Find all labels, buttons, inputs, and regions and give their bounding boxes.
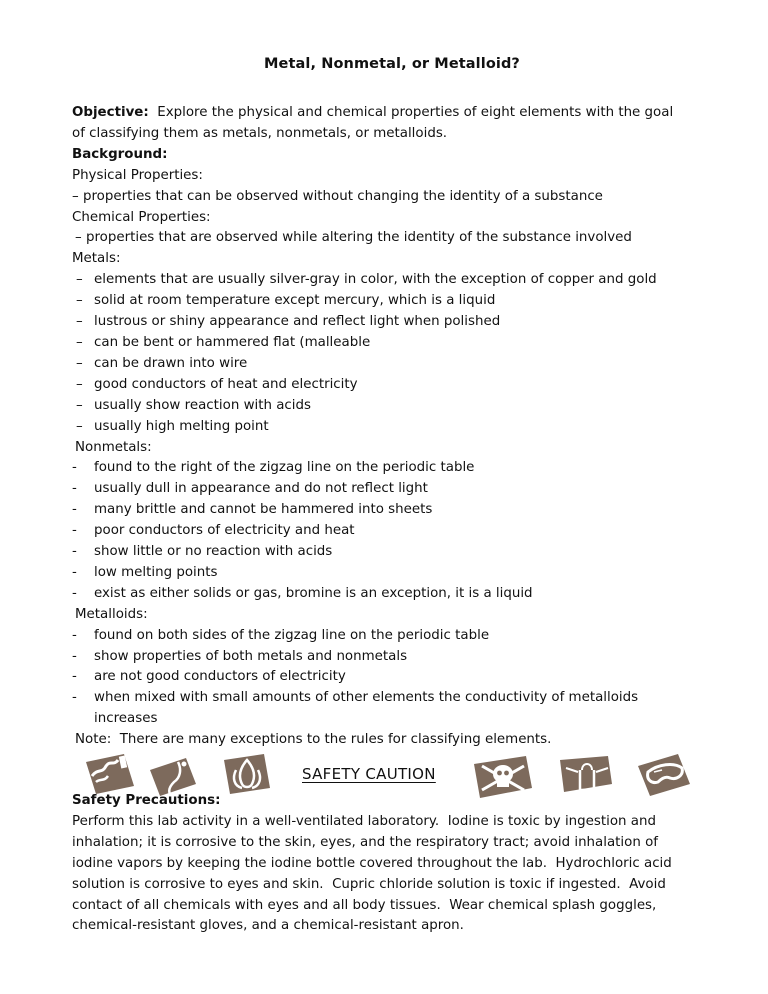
list-item-continuation: increases: [94, 711, 158, 727]
list-item-text: solid at room temperature except mercury, which is a liquid: [94, 293, 496, 309]
bullet-dash: –: [76, 272, 83, 288]
bullet-dash: -: [72, 669, 77, 685]
list-item-text: low melting points: [94, 564, 218, 580]
bullet-dash: -: [72, 544, 77, 560]
precautions-line: contact of all chemicals with eyes and all body tissues. Wear chemical splash goggles,: [72, 897, 657, 913]
page-title: Metal, Nonmetal, or Metalloid?: [264, 56, 520, 72]
precautions-line: chemical-resistant gloves, and a chemical-resistant apron.: [72, 918, 464, 934]
bullet-dash: -: [72, 627, 77, 643]
bullet-dash: -: [72, 690, 77, 706]
bullet-dash: -: [72, 648, 77, 664]
metals-list: [72, 270, 712, 437]
chemical-properties-label: Chemical Properties:: [72, 209, 211, 225]
apron-icon: [558, 754, 614, 794]
list-item-text: usually high melting point: [94, 418, 269, 434]
list-item-text: when mixed with small amounts of other elements the conductivity of metalloids: [94, 690, 639, 706]
list-item-text: show properties of both metals and nonmetals: [94, 648, 408, 664]
list-item-text: exist as either solids or gas, bromine is an exception, it is a liquid: [94, 585, 533, 601]
list-item-text: many brittle and cannot be hammered into sheets: [94, 502, 433, 518]
list-item: [72, 375, 712, 396]
corrosive-icon: [84, 752, 136, 794]
list-item: [72, 417, 712, 438]
metalloids-heading: Metalloids:: [75, 606, 148, 622]
bullet-dash: –: [76, 418, 83, 434]
safety-precautions-section: [72, 791, 712, 937]
bullet-dash: -: [72, 523, 77, 539]
list-item: [72, 521, 712, 542]
list-item: [72, 647, 712, 668]
bullet-dash: –: [76, 334, 83, 350]
list-item-text: can be bent or hammered flat (malleable: [94, 334, 371, 350]
list-item: [72, 500, 712, 521]
bullet-dash: –: [76, 355, 83, 371]
list-item: [72, 479, 712, 500]
list-item: [72, 667, 712, 688]
objective-label: Objective:: [72, 105, 149, 120]
goggles-icon: [636, 752, 692, 796]
precautions-line: iodine vapors by keeping the iodine bottle covered throughout the lab. Hydrochloric acid: [72, 855, 672, 871]
safety-precautions-heading: Safety Precautions:: [72, 793, 221, 808]
bullet-dash: –: [76, 314, 83, 330]
bullet-dash: –: [76, 293, 83, 309]
nonmetals-list: [72, 458, 712, 604]
list-item-text: elements that are usually silver-gray in color, with the exception of copper and gold: [94, 272, 657, 288]
body-text: [72, 103, 712, 751]
list-item: [72, 542, 712, 563]
bullet-dash: –: [76, 376, 83, 392]
list-item-text: usually show reaction with acids: [94, 397, 311, 413]
toxic-hand-icon: [148, 756, 198, 796]
objective-line-2: of classifying them as metals, nonmetals, or metalloids.: [72, 125, 448, 141]
list-item: [72, 291, 712, 312]
list-item: [72, 458, 712, 479]
flammable-icon: [222, 752, 272, 794]
bullet-dash: –: [76, 397, 83, 413]
precautions-line: Perform this lab activity in a well-ventilated laboratory. Iodine is toxic by ingestion and: [72, 813, 656, 829]
list-item: [72, 312, 712, 333]
metals-heading: Metals:: [72, 251, 121, 267]
list-item-text: found to the right of the zigzag line on the periodic table: [94, 460, 475, 476]
list-item: [72, 333, 712, 354]
bullet-dash: -: [72, 481, 77, 497]
chemical-properties-definition: – properties that are observed while altering the identity of the substance involved: [75, 230, 632, 246]
list-item: [72, 688, 712, 709]
list-item-text: found on both sides of the zigzag line on the periodic table: [94, 627, 490, 643]
bullet-dash: -: [72, 585, 77, 601]
nonmetals-heading: Nonmetals:: [75, 439, 152, 455]
list-item-text: usually dull in appearance and do not reflect light: [94, 481, 428, 497]
list-item: [72, 584, 712, 605]
note-text: Note: There are many exceptions to the rules for classifying elements.: [75, 732, 552, 748]
list-item: [72, 354, 712, 375]
list-item-text: lustrous or shiny appearance and reflect light when polished: [94, 314, 501, 330]
metalloids-list: [72, 626, 712, 731]
list-item-text: good conductors of heat and electricity: [94, 376, 358, 392]
list-item: [72, 270, 712, 291]
list-item: [72, 563, 712, 584]
precautions-line: inhalation; it is corrosive to the skin, eyes, and the respiratory tract; avoid inhalation of: [72, 834, 658, 850]
bullet-dash: -: [72, 460, 77, 476]
list-item: [72, 626, 712, 647]
bullet-dash: -: [72, 502, 77, 518]
list-item-text: can be drawn into wire: [94, 355, 248, 371]
physical-properties-definition: – properties that can be observed without changing the identity of a substance: [72, 188, 603, 204]
background-heading: Background:: [72, 146, 168, 162]
physical-properties-label: Physical Properties:: [72, 167, 203, 183]
list-item-text: poor conductors of electricity and heat: [94, 523, 355, 539]
safety-caution-heading: SAFETY CAUTION: [302, 765, 436, 783]
list-item-text: are not good conductors of electricity: [94, 669, 346, 685]
objective-text: Explore the physical and chemical properties of eight elements with the goal: [148, 105, 674, 120]
bullet-dash: -: [72, 564, 77, 580]
list-item: [72, 396, 712, 417]
list-item-text: show little or no reaction with acids: [94, 544, 333, 560]
objective-line-1: [72, 103, 712, 124]
precautions-line: solution is corrosive to eyes and skin. Cupric chloride solution is toxic if ingested. Avoid: [72, 876, 666, 892]
